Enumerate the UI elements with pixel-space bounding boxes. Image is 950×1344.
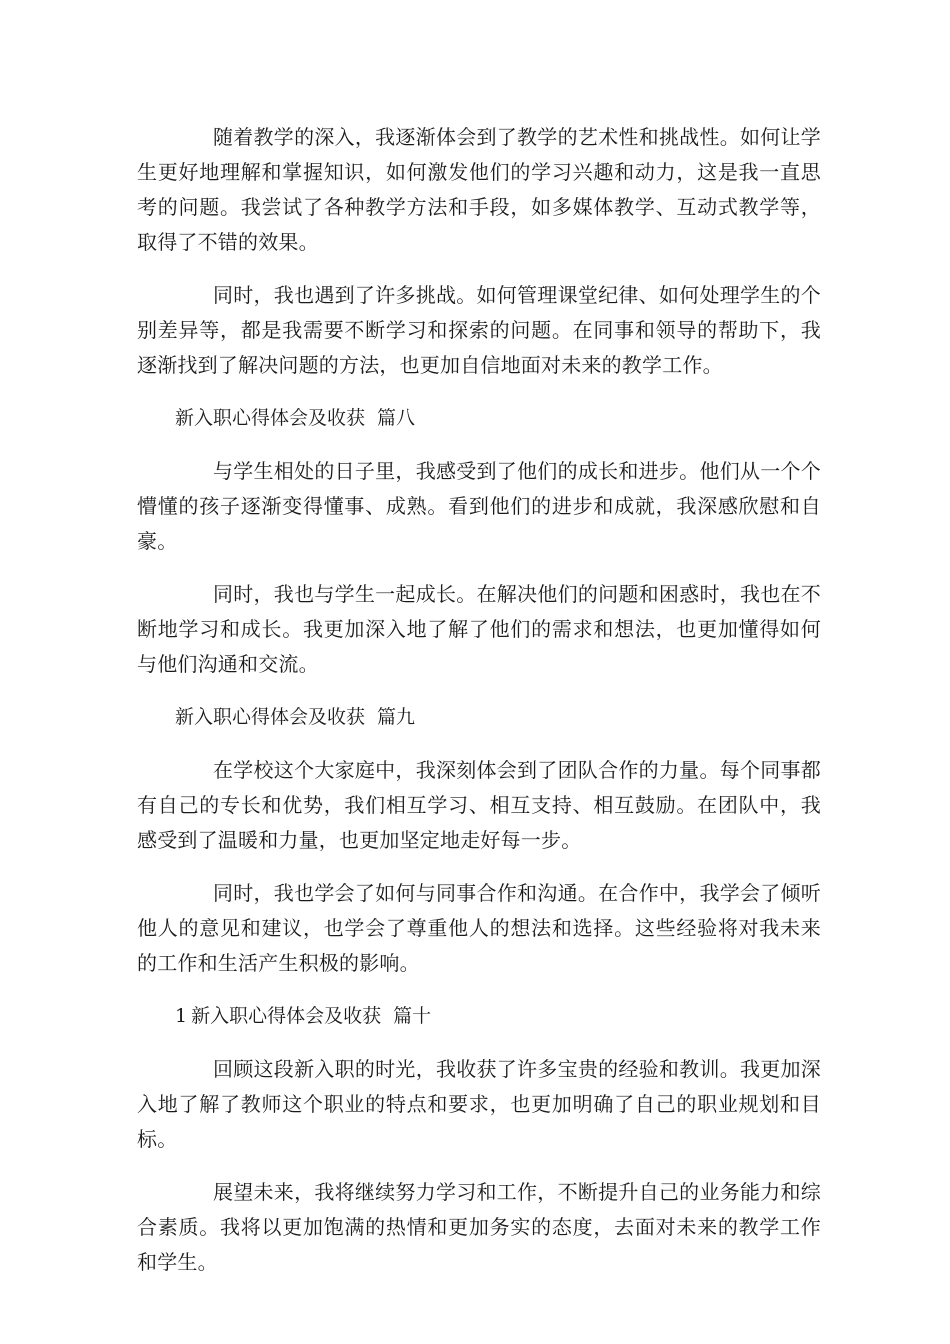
paragraph: 展望未来，我将继续努力学习和工作，不断提升自己的业务能力和综合素质。我将以更加饱满的热情和更加务实的态度，去面对未来的教学工作和学生。 xyxy=(137,1180,821,1274)
heading-part: 篇九 xyxy=(377,706,416,728)
heading-part: 篇十 xyxy=(393,1005,432,1027)
heading-title: 新入职心得体会及收获 xyxy=(175,407,366,429)
paragraph: 回顾这段新入职的时光，我收获了许多宝贵的经验和教训。我更加深入地了解了教师这个职业的特点和要求，也更加明确了自己的职业规划和目标。 xyxy=(137,1057,821,1151)
paragraph: 与学生相处的日子里，我感受到了他们的成长和进步。他们从一个个懵懂的孩子逐渐变得懂事、成熟。看到他们的进步和成就，我深感欣慰和自豪。 xyxy=(137,459,821,553)
section-heading xyxy=(137,700,821,735)
paragraph: 在学校这个大家庭中，我深刻体会到了团队合作的力量。每个同事都有自己的专长和优势，我们相互学习、相互支持、相互鼓励。在团队中，我感受到了温暖和力量，也更加坚定地走好每一步。 xyxy=(137,758,821,852)
paragraph: 随着教学的深入，我逐渐体会到了教学的艺术性和挑战性。如何让学生更好地理解和掌握知识，如何激发他们的学习兴趣和动力，这是我一直思考的问题。我尝试了各种教学方法和手段，如多媒体教学、互动式教学等，取得了不错的效果。 xyxy=(137,125,821,254)
document-page xyxy=(137,120,821,1298)
heading-title: 新入职心得体会及收获 xyxy=(191,1005,382,1027)
paragraph: 同时，我也与学生一起成长。在解决他们的问题和困惑时，我也在不断地学习和成长。我更加深入地了解了他们的需求和想法，也更加懂得如何与他们沟通和交流。 xyxy=(137,582,821,676)
heading-title: 新入职心得体会及收获 xyxy=(175,706,366,728)
heading-number: 1 xyxy=(175,1005,188,1027)
heading-part: 篇八 xyxy=(377,407,416,429)
section-heading xyxy=(137,401,821,436)
paragraph: 同时，我也学会了如何与同事合作和沟通。在合作中，我学会了倾听他人的意见和建议，也学会了尊重他人的想法和选择。这些经验将对我未来的工作和生活产生积极的影响。 xyxy=(137,881,821,975)
section-heading xyxy=(137,999,821,1034)
paragraph: 同时，我也遇到了许多挑战。如何管理课堂纪律、如何处理学生的个别差异等，都是我需要不断学习和探索的问题。在同事和领导的帮助下，我逐渐找到了解决问题的方法，也更加自信地面对未来的教学工作。 xyxy=(137,283,821,377)
